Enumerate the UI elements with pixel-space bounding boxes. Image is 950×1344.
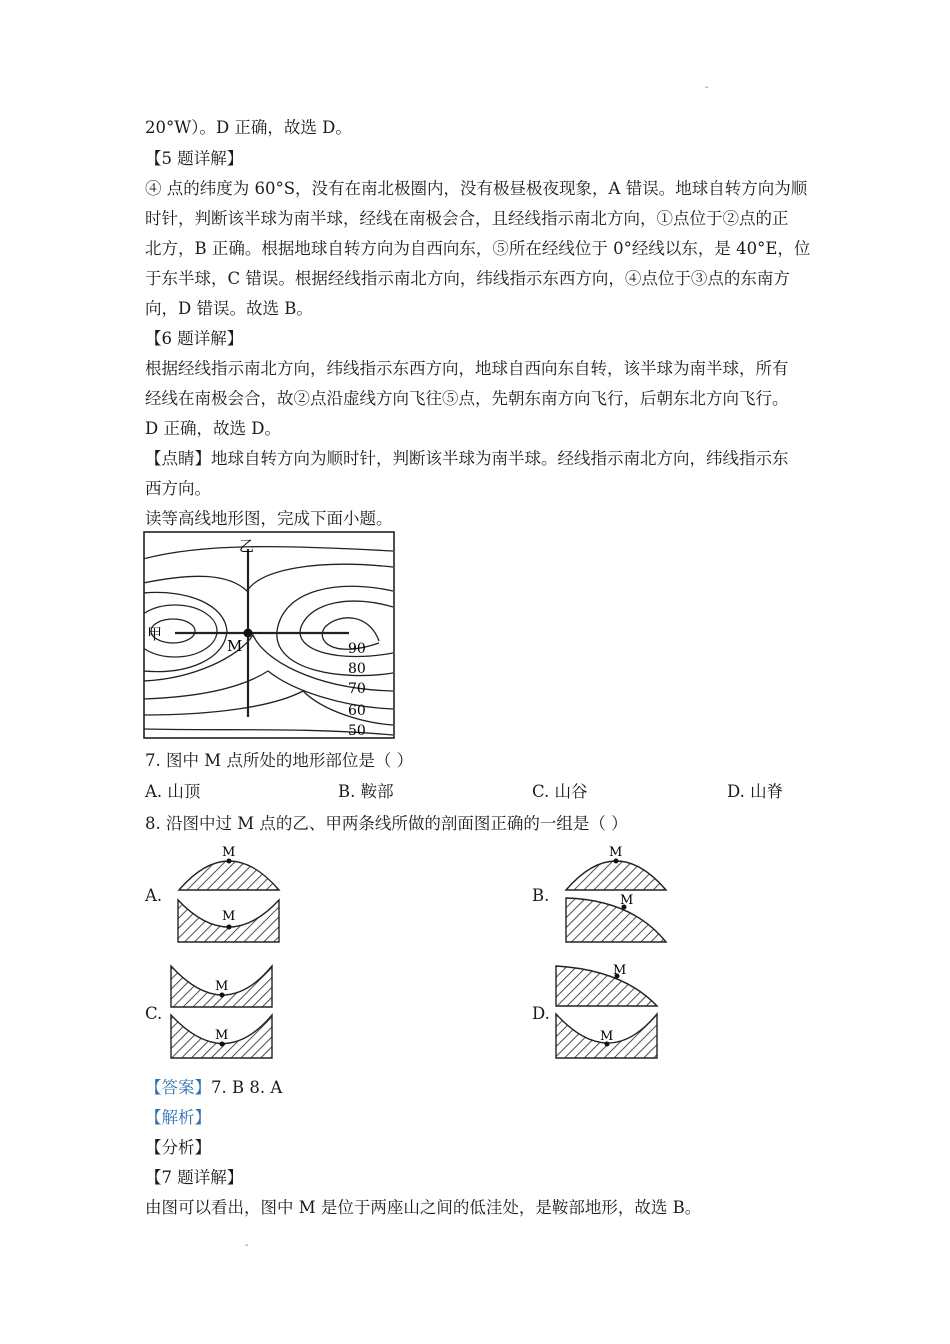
profile-d [553,960,665,1062]
q8-label-d: D. [532,1004,550,1023]
point-m-label: M [222,845,236,860]
q7-option-d: D. 山脊 [727,782,784,801]
text-line: 【6 题详解】 [145,329,244,348]
point-m-label: M [215,979,229,994]
text-line: 根据经线指示南北方向，纬线指示东西方向，地球自西向东自转，该半球为南半球，所有 [145,359,789,378]
q7-stem: 7. 图中 M 点所处的地形部位是（ ） [145,751,414,770]
text-line: 时针，判断该半球为南半球，经线在南极会合，且经线指示南北方向，①点位于②点的正 [145,209,789,228]
q8-stem: 8. 沿图中过 M 点的乙、甲两条线所做的剖面图正确的一组是（ ） [145,814,628,833]
profile-a [175,842,285,946]
text-line: 读等高线地形图，完成下面小题。 [145,509,393,528]
point-m-label: M [613,963,627,978]
q7-option-b: B. 鞍部 [338,782,394,801]
profile-c [168,962,280,1062]
q7-detail-text: 由图可以看出，图中 M 是位于两座山之间的低洼处，是鞍部地形，故选 B。 [145,1198,702,1217]
contour-label-60: 60 [348,703,366,719]
q8-label-b: B. [532,886,550,905]
q7-option-a: A. 山顶 [145,782,201,801]
q8-label-c: C. [145,1004,163,1023]
text-line: 【点睛】地球自转方向为顺时针，判断该半球为南半球。经线指示南北方向，纬线指示东 [145,449,789,468]
profile-hill [179,861,279,890]
contour-label-90: 90 [348,641,366,657]
profile-slope [566,898,666,942]
answer-line [145,1078,282,1098]
point-m-label: M [620,893,634,908]
q7-detail-label: 【7 题详解】 [145,1168,244,1187]
contour-map [143,531,395,739]
q8-label-a: A. [145,886,163,905]
answer-label: 【答案】 [145,1078,211,1097]
text-line: ④ 点的纬度为 60°S，没有在南北极圈内，没有极昼极夜现象，A 错误。地球自转方向为顺 [145,179,808,198]
profile-b [562,842,672,946]
text-line: 于东半球，C 错误。根据经线指示南北方向，纬线指示东西方向，④点位于③点的东南方 [145,269,790,288]
text-line: 【5 题详解】 [145,149,244,168]
answer-text: 7. B 8. A [211,1078,283,1097]
footer-mark: - [245,1240,249,1251]
analysis-label: 【解析】 [145,1108,211,1127]
contour-label-70: 70 [348,681,366,697]
text-line: 20°W）。D 正确，故选 D。 [145,118,352,137]
label-west: 甲 [147,625,163,643]
text-line: 向，D 错误。故选 B。 [145,299,313,318]
point-m-label: M [215,1028,229,1043]
text-line: D 正确，故选 D。 [145,419,281,438]
q7-option-c: C. 山谷 [532,782,588,801]
contour-label-80: 80 [348,661,366,677]
profile-slope [556,966,657,1006]
header-mark: - [705,82,709,93]
text-line: 西方向。 [145,479,211,498]
point-m-label: M [609,845,623,860]
point-m-label: M [222,909,236,924]
point-m-marker [244,629,253,638]
point-m-label: M [600,1029,614,1044]
profile-hill [566,861,666,890]
fenxi-label: 【分析】 [145,1138,211,1157]
contour-label-50: 50 [348,723,366,739]
text-line: 北方，B 正确。根据地球自转方向为自西向东，⑤所在经线位于 0°经线以东，是 40°E，位 [145,239,811,258]
label-point-m: M [227,637,243,655]
label-north: 乙 [239,537,255,555]
text-line: 经线在南极会合，故②点沿虚线方向飞往⑤点，先朝东南方向飞行，后朝东北方向飞行。 [145,389,789,408]
